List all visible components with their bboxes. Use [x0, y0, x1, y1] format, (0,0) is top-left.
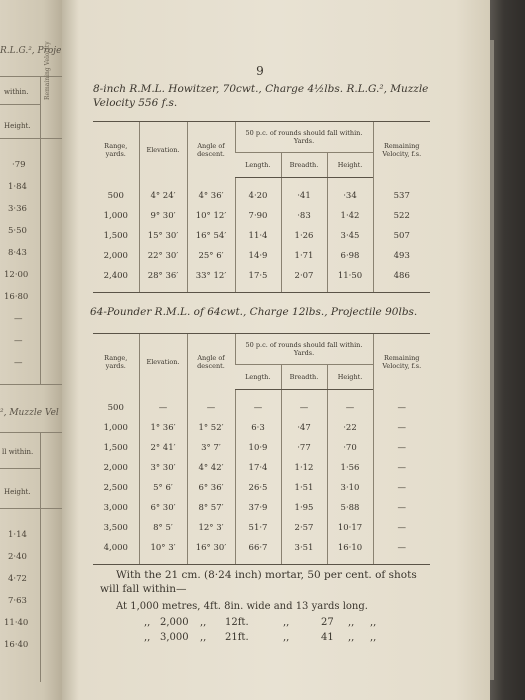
mortar-width: 12ft. — [225, 617, 249, 628]
left-col-label: Height. — [4, 122, 31, 130]
table-cell: 33° 12′ — [187, 266, 235, 293]
mortar-distance: 2,000 — [160, 617, 189, 628]
mortar-length: 27 — [321, 617, 334, 628]
book-edge — [490, 0, 525, 700]
left-value: 2·40 — [8, 552, 27, 562]
table-cell: 1·26 — [281, 226, 327, 246]
page-edge-stripe — [490, 40, 494, 680]
table-cell: 493 — [373, 246, 430, 266]
table-cell: 11·4 — [235, 226, 281, 246]
header-group: 50 p.c. of rounds should fall within. Yards. — [235, 122, 373, 153]
table-cell: 5·88 — [327, 498, 373, 518]
table-cell: — — [373, 438, 430, 458]
table-cell: — — [373, 498, 430, 518]
left-value: ·79 — [12, 160, 26, 170]
table-cell: 3·51 — [281, 538, 327, 565]
table-cell: 16·10 — [327, 538, 373, 565]
ditto-mark: ,, — [144, 632, 151, 643]
header-angle: Angle of descent. — [187, 334, 235, 390]
table-cell: — — [139, 398, 187, 418]
left-value: 16·40 — [4, 640, 29, 650]
table-cell: ·47 — [281, 418, 327, 438]
mortar-line-1: At 1,000 metres, 4ft. 8in. wide and 13 yards long. — [116, 601, 368, 612]
table-cell: — — [373, 398, 430, 418]
left-page-mid-header: ², Muzzle Vel — [0, 408, 59, 418]
table-cell: 1·12 — [281, 458, 327, 478]
table-cell: ·34 — [327, 186, 373, 206]
table-cell: 1·51 — [281, 478, 327, 498]
header-elevation: Elevation. — [139, 122, 187, 178]
rule — [40, 432, 41, 682]
header-range: Range, yards. — [93, 122, 139, 178]
left-col-label: within. — [4, 88, 29, 96]
table1-body — [93, 178, 430, 293]
table-cell: — — [373, 418, 430, 438]
table-cell: 66·7 — [235, 538, 281, 565]
table-cell: 8° 57′ — [187, 498, 235, 518]
left-value: 11·40 — [4, 618, 29, 628]
table-cell: 1,000 — [103, 211, 128, 221]
table-cell: 3,500 — [103, 523, 128, 533]
rule — [40, 76, 41, 384]
left-value: 16·80 — [4, 292, 29, 302]
table-cell: 7·90 — [235, 206, 281, 226]
page-number: 9 — [256, 64, 264, 78]
table-cell: — — [187, 398, 235, 418]
header-group: 50 p.c. of rounds should fall within. Yards. — [235, 334, 373, 365]
rule — [0, 104, 40, 105]
table-cell: 2,000 — [103, 463, 128, 473]
table-cell: — — [373, 478, 430, 498]
mortar-length: 41 — [321, 632, 334, 643]
table-cell: 4,000 — [93, 538, 139, 565]
rule — [0, 76, 62, 77]
table-cell: — — [235, 398, 281, 418]
table-cell: 2·57 — [281, 518, 327, 538]
table-cell: ·70 — [327, 438, 373, 458]
table-cell: 10° 3′ — [139, 538, 187, 565]
table-cell: 6° 36′ — [187, 478, 235, 498]
table-cell: 2° 41′ — [139, 438, 187, 458]
mortar-width: 21ft. — [225, 632, 249, 643]
mortar-distance: 3,000 — [160, 632, 189, 643]
left-value: — — [14, 336, 23, 346]
table-cell: 37·9 — [235, 498, 281, 518]
table-row — [93, 418, 430, 438]
table-cell: 507 — [373, 226, 430, 246]
left-page-header: R.L.G.², Proje — [0, 46, 62, 56]
table-cell: 1° 36′ — [139, 418, 187, 438]
table-row — [93, 398, 430, 418]
ditto-mark: ,, — [283, 617, 290, 628]
table1-title: 8-inch R.M.L. Howitzer, 70cwt., Charge 4½lbs. R.L.G.², Muzzle Velocity 556 f.s. — [93, 83, 429, 109]
ditto-mark: ,, — [283, 632, 290, 643]
rule — [0, 384, 62, 385]
left-value: 1·84 — [8, 182, 27, 192]
table-cell: 28° 36′ — [139, 266, 187, 293]
table-row — [93, 478, 430, 498]
table-cell: 537 — [373, 186, 430, 206]
table-cell: 3° 7′ — [187, 438, 235, 458]
table-cell: 6·98 — [327, 246, 373, 266]
table-cell: 3,000 — [103, 503, 128, 513]
table-cell: 4° 42′ — [187, 458, 235, 478]
table-cell: 10° 12′ — [187, 206, 235, 226]
table-cell: 16° 30′ — [187, 538, 235, 565]
left-velocity-label: Remaining Velocity — [44, 41, 51, 100]
left-value: 12·00 — [4, 270, 29, 280]
table-cell: 1,500 — [103, 231, 128, 241]
table-cell: — — [373, 538, 430, 565]
table-cell: 26·5 — [235, 478, 281, 498]
table-row — [93, 246, 430, 266]
table-cell: 1·56 — [327, 458, 373, 478]
table-cell: ·77 — [281, 438, 327, 458]
left-value: 3·36 — [8, 204, 27, 214]
left-col-label: ll within. — [2, 448, 34, 456]
table-cell: 9° 30′ — [139, 206, 187, 226]
left-col-label: Height. — [4, 488, 31, 496]
table-cell: 12° 3′ — [187, 518, 235, 538]
table-row — [93, 206, 430, 226]
table-row — [93, 226, 430, 246]
table-cell: 17·5 — [235, 266, 281, 293]
header-range: Range, yards. — [93, 334, 139, 390]
table-row — [93, 498, 430, 518]
howitzer-range-table — [93, 121, 430, 293]
header-length: Length. — [235, 365, 281, 390]
table-cell: 1,000 — [103, 423, 128, 433]
rule — [0, 468, 40, 469]
table-cell: 6·3 — [235, 418, 281, 438]
table-cell: ·41 — [281, 186, 327, 206]
table-cell: 14·9 — [235, 246, 281, 266]
table-cell: 3·45 — [327, 226, 373, 246]
left-value: 8·43 — [8, 248, 27, 258]
table-cell: ·22 — [327, 418, 373, 438]
table-cell: 17·4 — [235, 458, 281, 478]
rule — [0, 432, 62, 433]
table-cell: ·83 — [281, 206, 327, 226]
table-row — [93, 266, 430, 293]
table-cell: 4·20 — [235, 186, 281, 206]
table-cell: 1·95 — [281, 498, 327, 518]
table-row — [93, 186, 430, 206]
table-cell: 3° 30′ — [139, 458, 187, 478]
table-cell: 486 — [373, 266, 430, 293]
table-cell: 500 — [107, 403, 124, 413]
table-row — [93, 438, 430, 458]
left-value: — — [14, 358, 23, 368]
table-cell: 4° 24′ — [139, 186, 187, 206]
table-cell: — — [327, 398, 373, 418]
table-cell: 25° 6′ — [187, 246, 235, 266]
ditto-mark: ,, — [370, 617, 377, 628]
header-angle: Angle of descent. — [187, 122, 235, 178]
table-cell: — — [373, 458, 430, 478]
pounder-range-table — [93, 333, 430, 565]
table-cell: 10·17 — [327, 518, 373, 538]
header-velocity: Remaining Velocity, f.s. — [373, 122, 430, 178]
table-cell: 22° 30′ — [139, 246, 187, 266]
table-cell: 10·9 — [235, 438, 281, 458]
left-value: 7·63 — [8, 596, 27, 606]
mortar-paragraph: With the 21 cm. (8·24 inch) mortar, 50 per cent. of shots will fall within— — [100, 569, 417, 595]
table-row — [93, 518, 430, 538]
header-height: Height. — [327, 153, 373, 178]
table-cell: — — [373, 518, 430, 538]
table-cell: 2,500 — [103, 483, 128, 493]
table-row — [93, 458, 430, 478]
table-cell: 51·7 — [235, 518, 281, 538]
header-velocity: Remaining Velocity, f.s. — [373, 334, 430, 390]
table-cell: 1·71 — [281, 246, 327, 266]
table-cell: 1° 52′ — [187, 418, 235, 438]
table-cell: 5° 6′ — [139, 478, 187, 498]
table-cell: 11·50 — [327, 266, 373, 293]
table2-body — [93, 390, 430, 565]
ditto-mark: ,, — [200, 617, 207, 628]
ditto-mark: ,, — [348, 617, 355, 628]
ditto-mark: ,, — [144, 617, 151, 628]
header-length: Length. — [235, 153, 281, 178]
rule — [0, 508, 62, 509]
ditto-mark: ,, — [200, 632, 207, 643]
table-cell: 6° 30′ — [139, 498, 187, 518]
left-value: 1·14 — [8, 530, 27, 540]
left-page-fragment — [0, 0, 62, 700]
table2-title: 64-Pounder R.M.L. of 64cwt., Charge 12lbs., Projectile 90lbs. — [90, 306, 418, 318]
left-value: 5·50 — [8, 226, 27, 236]
table-cell: 2·07 — [281, 266, 327, 293]
table-cell: 1,500 — [103, 443, 128, 453]
table-row — [93, 538, 430, 565]
table-cell: 1·42 — [327, 206, 373, 226]
header-breadth: Breadth. — [281, 153, 327, 178]
ditto-mark: ,, — [370, 632, 377, 643]
header-elevation: Elevation. — [139, 334, 187, 390]
table-cell: 16° 54′ — [187, 226, 235, 246]
table-cell: — — [281, 398, 327, 418]
header-breadth: Breadth. — [281, 365, 327, 390]
left-value: — — [14, 314, 23, 324]
rule — [0, 138, 62, 139]
table-cell: 4° 36′ — [187, 186, 235, 206]
table-cell: 500 — [107, 191, 124, 201]
table-cell: 8° 5′ — [139, 518, 187, 538]
left-value: 4·72 — [8, 574, 27, 584]
table-cell: 3·10 — [327, 478, 373, 498]
table-cell: 2,400 — [93, 266, 139, 293]
header-height: Height. — [327, 365, 373, 390]
table-cell: 2,000 — [103, 251, 128, 261]
table-cell: 522 — [373, 206, 430, 226]
table-cell: 15° 30′ — [139, 226, 187, 246]
ditto-mark: ,, — [348, 632, 355, 643]
